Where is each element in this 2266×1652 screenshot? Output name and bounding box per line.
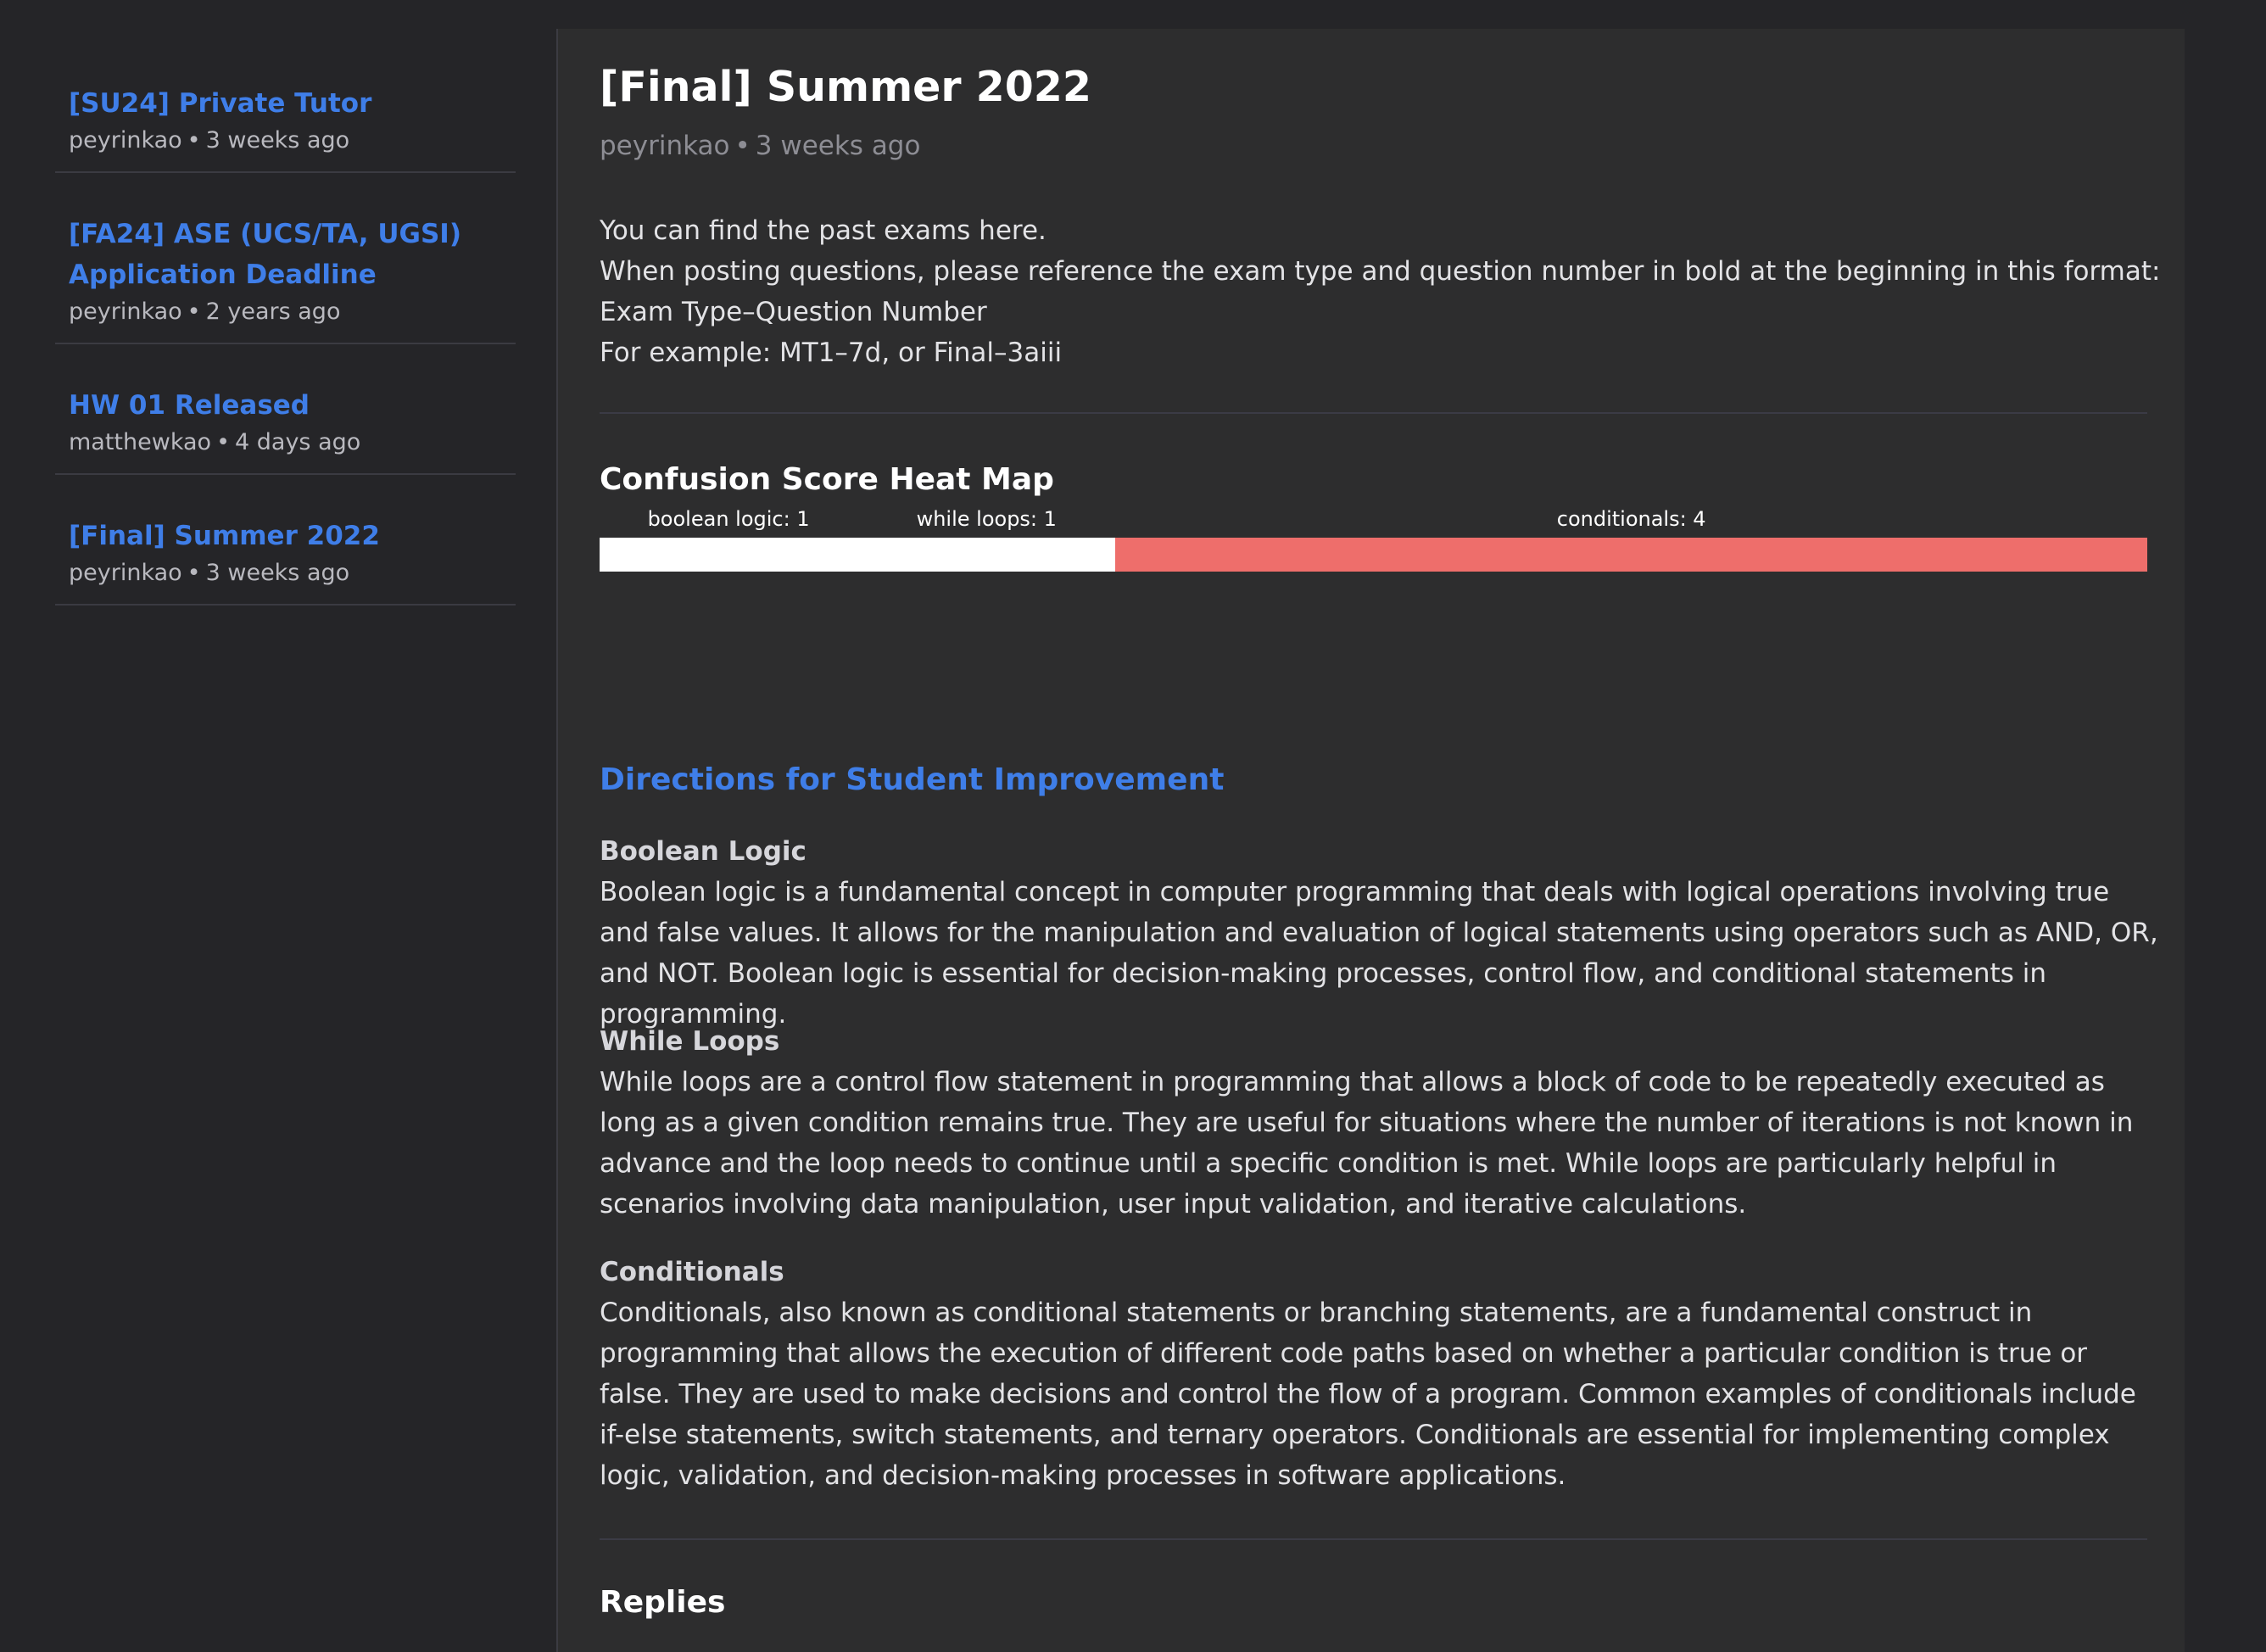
post-body-line: You can find the past exams here. bbox=[600, 215, 1046, 246]
sidebar-item-meta bbox=[69, 126, 349, 156]
heatmap-bar bbox=[600, 538, 2147, 572]
heatmap-label-while-loops: while loops: 1 bbox=[916, 507, 1057, 531]
sidebar-item-meta bbox=[69, 297, 340, 327]
topic-heading: While Loops bbox=[600, 1026, 780, 1057]
topic-heading: Boolean Logic bbox=[600, 836, 806, 867]
post-meta bbox=[600, 129, 920, 163]
separator-dot: • bbox=[734, 131, 751, 161]
sidebar-item-time: 3 weeks ago bbox=[205, 560, 350, 586]
section-divider bbox=[600, 1538, 2147, 1540]
separator-dot: • bbox=[187, 299, 201, 325]
sidebar-item-title[interactable]: HW 01 Released bbox=[69, 390, 310, 421]
heatmap-segment-conditionals bbox=[1115, 538, 2147, 572]
separator-dot: • bbox=[216, 429, 230, 455]
post-body-line: When posting questions, please reference the exam type and question number in bold at the beginning in this format: bbox=[600, 256, 2161, 287]
sidebar-item-fa24-ase-application[interactable] bbox=[55, 171, 516, 344]
sidebar-item-meta bbox=[69, 558, 349, 589]
heatmap-segment-while-loops bbox=[857, 538, 1115, 572]
sidebar-item-meta bbox=[69, 427, 360, 458]
sidebar-item-author: peyrinkao bbox=[69, 560, 182, 586]
sidebar-item-time: 4 days ago bbox=[235, 429, 361, 455]
sidebar-item-author: peyrinkao bbox=[69, 299, 182, 325]
heatmap-segment-boolean-logic bbox=[600, 538, 857, 572]
topic-while-loops bbox=[600, 1021, 2160, 1225]
sidebar-item-su24-private-tutor[interactable] bbox=[55, 76, 516, 173]
post-panel bbox=[556, 29, 2185, 1652]
post-author: peyrinkao bbox=[600, 131, 730, 161]
replies-title: Replies bbox=[600, 1585, 726, 1620]
heatmap-label-conditionals: conditionals: 4 bbox=[1556, 507, 1706, 531]
topic-boolean-logic bbox=[600, 831, 2160, 1035]
sidebar-item-time: 3 weeks ago bbox=[205, 127, 350, 153]
post-body bbox=[600, 210, 2160, 373]
sidebar-item-time: 2 years ago bbox=[205, 299, 341, 325]
sidebar-item-title[interactable]: [Final] Summer 2022 bbox=[69, 521, 380, 551]
sidebar-item-title[interactable]: [FA24] ASE (UCS/TA, UGSI) Application Deadline bbox=[69, 219, 462, 290]
topic-text: Boolean logic is a fundamental concept in computer programming that deals with logical operations involving true and false values. It allows for the manipulation and evaluation of logical statements using operators such as AND, OR, and NOT. Boolean logic is essential for decision-making processes, control flow, and conditional statements in programming. bbox=[600, 877, 2158, 1030]
separator-dot: • bbox=[187, 560, 201, 586]
topic-text: Conditionals, also known as conditional statements or branching statements, are a fundamental construct in programming that allows the execution of different code paths based on whether a particular condition is true or false. They are used to make decisions and control the flow of a program. Common examples of conditionals include if-else statements, switch statements, and ternary operators. Conditionals are essential for implementing complex logic, validation, and decision-making processes in software applications. bbox=[600, 1298, 2136, 1491]
heatmap-title: Confusion Score Heat Map bbox=[600, 462, 1054, 497]
topic-text: While loops are a control flow statement in programming that allows a block of code to be repeatedly executed as long as a given condition remains true. They are useful for situations where the number of iterations is not known in advance and the loop needs to continue until a specific condition is met. While loops are particularly helpful in scenarios involving data manipulation, user input validation, and iterative calculations. bbox=[600, 1067, 2134, 1219]
heatmap-labels bbox=[600, 505, 2147, 536]
sidebar bbox=[0, 0, 556, 1652]
post-time: 3 weeks ago bbox=[755, 131, 921, 161]
post-body-line: For example: MT1–7d, or Final–3aiii bbox=[600, 338, 1063, 368]
sidebar-item-final-summer-2022[interactable] bbox=[55, 473, 516, 606]
separator-dot: • bbox=[187, 127, 201, 153]
section-divider bbox=[600, 412, 2147, 414]
sidebar-item-hw01-released[interactable] bbox=[55, 343, 516, 475]
post-title: [Final] Summer 2022 bbox=[600, 63, 1091, 111]
heatmap-label-boolean-logic: boolean logic: 1 bbox=[647, 507, 810, 531]
directions-title: Directions for Student Improvement bbox=[600, 762, 1225, 797]
topic-conditionals bbox=[600, 1252, 2160, 1496]
sidebar-item-author: peyrinkao bbox=[69, 127, 182, 153]
topic-heading: Conditionals bbox=[600, 1257, 784, 1287]
post-body-line: Exam Type–Question Number bbox=[600, 297, 987, 327]
sidebar-item-author: matthewkao bbox=[69, 429, 212, 455]
sidebar-item-title[interactable]: [SU24] Private Tutor bbox=[69, 88, 372, 119]
